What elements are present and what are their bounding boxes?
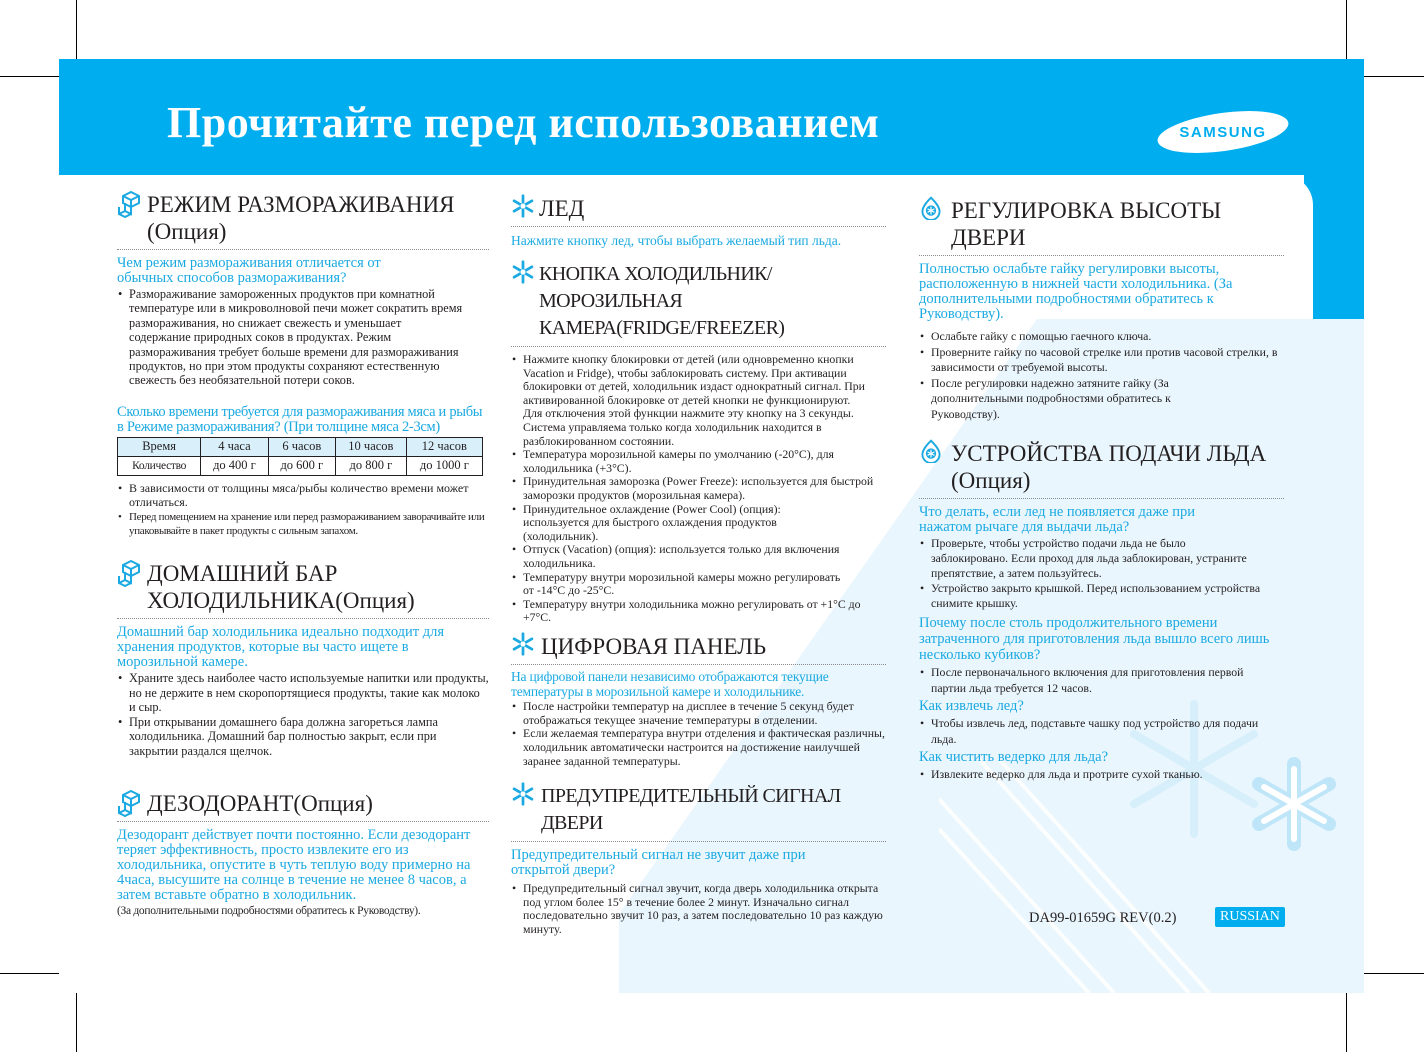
dotted-divider xyxy=(511,841,886,842)
section-question: Как извлечь лед? xyxy=(919,698,1024,714)
section-title-option: (Опция) xyxy=(147,219,227,244)
column-left xyxy=(117,191,489,918)
section-lead: Нажмите кнопку лед, чтобы выбрать желаемый тип льда. xyxy=(511,233,842,248)
list-item: • Храните здесь наиболее часто используемые напитки или продукты, но не держите в нем скоропортящиеся продукты, такие как молоко и сыр. xyxy=(117,671,489,714)
section-lead: Домашний бар холодильника идеально подходит для хранения продуктов, которые вы часто ищете в морозильной камере. xyxy=(117,624,445,671)
section-digital-panel xyxy=(511,633,886,769)
section-title: КНОПКА ХОЛОДИЛЬНИК/МОРОЗИЛЬНАЯ xyxy=(539,263,772,312)
section-lead: Чем режим размораживания отличается от обычных способов размораживания? xyxy=(117,255,381,286)
section-heading xyxy=(511,633,886,660)
ice-cube-icon xyxy=(117,789,145,817)
bullet-list xyxy=(919,536,1284,611)
table-cell: Время xyxy=(118,437,201,456)
language-badge: RUSSIAN xyxy=(1215,907,1285,927)
section-thaw-mode xyxy=(117,191,489,538)
section-question: Как чистить ведерко для льда? xyxy=(919,749,1109,765)
section-heading xyxy=(919,197,1284,251)
crop-mark xyxy=(1364,973,1424,974)
crop-mark xyxy=(1346,992,1347,1052)
list-item: • Перед помещением на хранение или перед размораживанием заворачивайте или упаковывайте в пакет продукты с сильным запахом. xyxy=(117,510,489,539)
dotted-divider xyxy=(117,821,489,822)
list-item: • При открывании домашнего бара должна загореться лампа холодильника. Домашний бар полностью закрыт, если при закрытии раздался щелчок. xyxy=(117,715,479,758)
crop-mark xyxy=(76,0,77,59)
list-item: • Предупредительный сигнал звучит, когда дверь холодильника открыта под углом более 15° в течение более 2 минут. Изначально сигнал последовательно звучит 10 раз, а затем последовательно 10 раз каждую минуту. xyxy=(511,882,886,937)
table-cell: Количество xyxy=(118,456,201,475)
list-item: • Устройство закрыто крышкой. Перед использованием устройства снимите крышку. xyxy=(919,581,1261,611)
samsung-logo-text: SAMSUNG xyxy=(1179,124,1267,141)
table-cell: 10 часов xyxy=(336,437,407,456)
table-cell: до 400 г xyxy=(201,456,268,475)
table-cell: до 800 г xyxy=(336,456,407,475)
snowflake-icon xyxy=(511,260,535,284)
list-item: • Отпуск (Vacation) (опция): используется только для включения холодильника. xyxy=(511,543,843,570)
section-question: Сколько времени требуется для размораживания мяса и рыбы в Режиме размораживания? (При толщине мяса 2-3см) xyxy=(117,403,483,435)
dotted-divider xyxy=(511,226,886,227)
section-lead: Полностью ослабьте гайку регулировки высоты, расположенную в нижней части холодильника. (За дополнительными подробностями обратитесь к Руководству). xyxy=(919,261,1233,322)
section-ice xyxy=(511,195,886,248)
list-item: • Принудительное охлаждение (Power Cool) (опция): используется для быстрого охлаждения продуктов (холодильник). xyxy=(511,503,843,544)
snowflake-icon xyxy=(511,194,535,218)
section-question: Что делать, если лед не появляется даже при нажатом рычаге для выдачи льда? xyxy=(919,504,1196,535)
section-title: ДЕЗОДОРАНТ(Опция) xyxy=(147,790,373,816)
bullet-list xyxy=(117,671,489,757)
list-item: • После первоначального включения для приготовления первой партии льда требуется 12 часов. xyxy=(919,664,1261,696)
section-title: ПРЕДУПРЕДИТЕЛЬНЫЙ СИГНАЛ ДВЕРИ xyxy=(541,784,841,834)
dotted-divider xyxy=(117,618,489,619)
section-title: РЕГУЛИРОВКА ВЫСОТЫ ДВЕРИ xyxy=(951,198,1222,250)
water-drop-icon xyxy=(919,196,943,220)
list-item: • Чтобы извлечь лед, подставьте чашку под устройство для подачи льда. xyxy=(919,715,1281,747)
section-heading xyxy=(117,560,489,614)
bullet-list xyxy=(511,882,886,937)
section-title: РЕЖИМ РАЗМОРАЖИВАНИЯ xyxy=(147,192,455,217)
section-title-sub: КАМЕРА(FRIDGE/FREEZER) xyxy=(539,317,785,339)
section-title-option: (Опция) xyxy=(951,468,1031,493)
bullet-list xyxy=(919,329,1284,422)
crop-mark xyxy=(0,76,59,77)
table-cell: до 1000 г xyxy=(406,456,482,475)
ice-cube-icon xyxy=(117,559,145,587)
samsung-logo xyxy=(1155,109,1291,155)
section-deodorant xyxy=(117,790,489,918)
table-cell: 6 часов xyxy=(268,437,335,456)
bullet-list xyxy=(511,700,886,769)
water-drop-icon xyxy=(919,439,943,463)
section-fridge-freezer-button xyxy=(511,261,886,625)
section-question: Почему после столь продолжительного времени затраченного для приготовления льда вышло всего лишь несколько кубиков? xyxy=(919,615,1270,663)
bullet-list xyxy=(117,287,489,388)
list-item: • Температуру внутри морозильной камеры можно регулировать от -14°C до -25°C. xyxy=(511,571,843,598)
section-door-alarm xyxy=(511,783,886,937)
crop-mark xyxy=(0,973,59,974)
section-heading xyxy=(919,440,1284,494)
section-home-bar xyxy=(117,560,489,757)
manual-page xyxy=(59,59,1364,993)
section-ice-dispenser xyxy=(919,440,1284,782)
section-lead: На цифровой панели независимо отображаются текущие температуры в морозильной камере и холодильнике. xyxy=(511,668,829,699)
list-item: • Проверьте, чтобы устройство подачи льда не было заблокировано. Если проход для льда заблокирован, устраните препятствие, а затем пользуйтесь. xyxy=(919,536,1261,581)
list-item: • Принудительная заморозка (Power Freeze): используется для быстрой заморозки продуктов (морозильная камера). xyxy=(511,475,886,502)
table-cell: 4 часа xyxy=(201,437,268,456)
list-item: • Нажмите кнопку блокировки от детей (или одновременно кнопки Vacation и Fridge), чтобы заблокировать систему. При активации блокировки от детей, холодильник издаст однократный сигнал. При активированной блокировке от детей кнопки не функционируют. Для отключения этой функции нажмите эту кнопку на 3 секунды. Система управляема только когда холодильник находится в разблокированном состоянии. xyxy=(511,353,868,448)
document-code: DA99-01659G REV(0.2) xyxy=(1029,910,1177,926)
dotted-divider xyxy=(511,664,886,665)
dotted-divider xyxy=(919,255,1284,256)
section-door-height xyxy=(919,197,1284,422)
list-item: • Извлеките ведерко для льда и протрите сухой тканью. xyxy=(919,766,1284,782)
thaw-time-table xyxy=(117,437,483,476)
section-title: ЦИФРОВАЯ ПАНЕЛЬ xyxy=(541,633,767,659)
crop-mark xyxy=(1364,76,1424,77)
snowflake-icon xyxy=(511,782,535,806)
section-heading xyxy=(511,783,886,837)
column-middle xyxy=(511,195,886,937)
bullet-list xyxy=(117,481,489,539)
table-row xyxy=(118,456,483,475)
table-cell: до 600 г xyxy=(268,456,335,475)
section-heading xyxy=(117,191,489,245)
ice-cube-icon xyxy=(117,190,145,218)
bullet-list xyxy=(919,664,1284,696)
section-heading xyxy=(511,261,886,342)
bullet-list xyxy=(511,353,886,625)
list-item: • Температура морозильной камеры по умолчанию (-20°C), для холодильника (+3°C). xyxy=(511,448,886,475)
table-cell: 12 часов xyxy=(406,437,482,456)
list-item: • После регулировки надежно затяните гайку (За дополнительными подробностями обратитесь к Руководству). xyxy=(919,376,1226,423)
bullet-list xyxy=(919,766,1284,782)
page-title: Прочитайте перед использованием xyxy=(167,98,880,147)
crop-mark xyxy=(76,992,77,1052)
decorative-stripes xyxy=(939,759,1259,993)
dotted-divider xyxy=(919,498,1284,499)
section-lead: Предупредительный сигнал не звучит даже при открытой двери? xyxy=(511,846,806,878)
list-item: • Температуру внутри холодильника можно регулировать от +1°C до +7°C. xyxy=(511,598,886,625)
list-item: • Размораживание замороженных продуктов при комнатной температуре или в микроволновой печи может сократить время размораживания, но снижает свежесть и уменьшает содержание природных соков в продуктах. Режим размораживания требует больше времени для размораживания продуктов, но при этом продукты сохраняют естественную свежесть без необязательной потери соков. xyxy=(117,287,465,388)
section-note: (За дополнительными подробностями обратитесь к Руководству). xyxy=(117,904,421,917)
column-right xyxy=(919,197,1284,782)
section-heading xyxy=(511,195,886,222)
list-item: • Проверните гайку по часовой стрелке или против часовой стрелки, в зависимости от требуемой высоты. xyxy=(919,345,1284,376)
section-title-option: ХОЛОДИЛЬНИКА(Опция) xyxy=(147,588,415,614)
list-item: • После настройки температур на дисплее в течение 5 секунд будет отображаться текущее значение температуры в отделении. xyxy=(511,700,886,728)
bullet-list xyxy=(919,715,1284,747)
list-item: • В зависимости от толщины мяса/рыбы количество времени может отличаться. xyxy=(117,481,474,510)
list-item: • Если желаемая температура внутри отделения и фактическая различны, холодильник автоматически настроится на достижение наилучшей заранее заданной температуры. xyxy=(511,727,886,768)
table-header-row xyxy=(118,437,483,456)
crop-mark xyxy=(1346,0,1347,59)
section-lead: Дезодорант действует почти постоянно. Если дезодорант теряет эффективность, просто извлеките его из холодильника, опустите в чуть теплую воду примерно на 4часа, высушите на солнце в течение не менее 8 часов, а затем вставьте обратно в холодильник. xyxy=(117,826,471,903)
dotted-divider xyxy=(117,249,489,250)
section-title: УСТРОЙСТВА ПОДАЧИ ЛЬДА xyxy=(951,441,1267,466)
dotted-divider xyxy=(511,346,886,347)
section-title: ДОМАШНИЙ БАР xyxy=(147,561,338,587)
snowflake-icon xyxy=(511,632,535,656)
list-item: • Ослабьте гайку с помощью гаечного ключа. xyxy=(919,329,1284,345)
section-heading xyxy=(117,790,489,817)
section-title: ЛЕД xyxy=(539,196,585,221)
